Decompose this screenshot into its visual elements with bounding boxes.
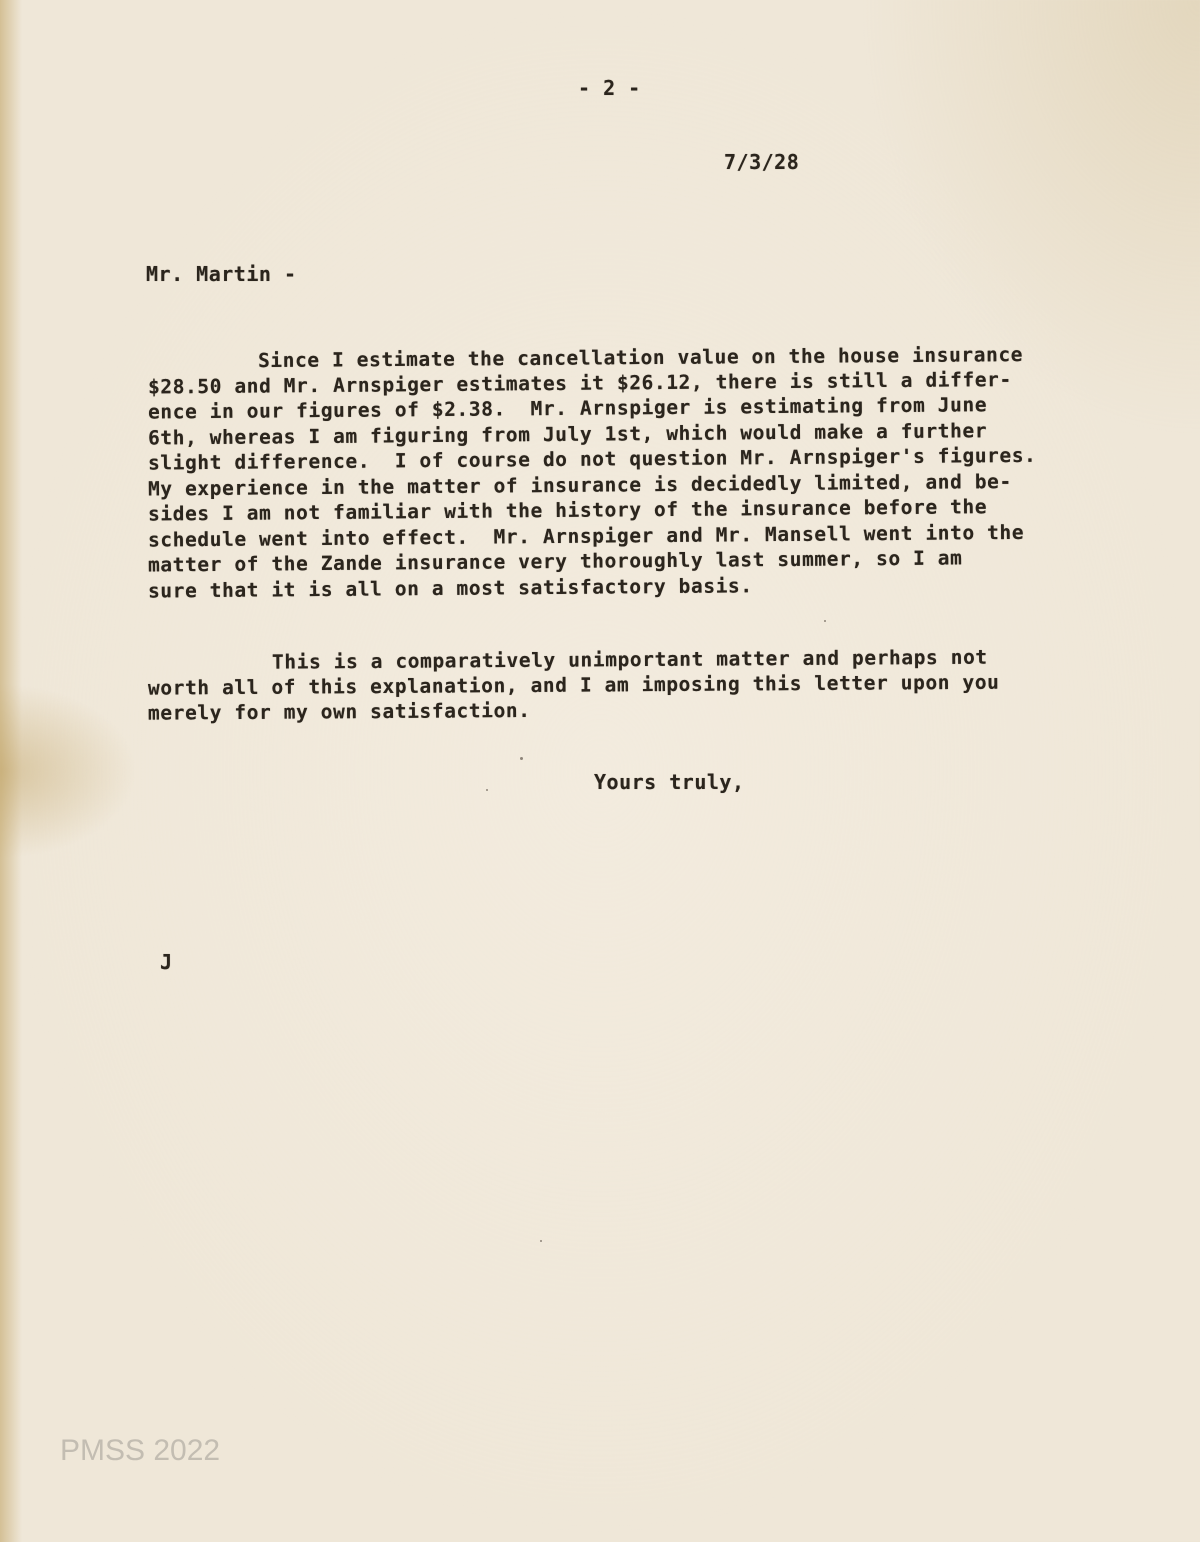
paragraph-line: matter of the Zande insurance very thoroughly last summer, so I am: [147, 546, 963, 577]
paragraph-line: sides I am not familiar with the history of the insurance before the: [147, 495, 988, 526]
closing: Yours truly,: [594, 770, 745, 794]
paper-speck: [520, 757, 523, 760]
body-paragraph-2: [148, 646, 1188, 723]
paragraph-line: $28.50 and Mr. Arnspiger estimates it $26.12, there is still a differ-: [147, 367, 1012, 399]
signature-initials: J: [160, 950, 173, 974]
paragraph-line: My experience in the matter of insurance is decidedly limited, and be-: [147, 469, 1012, 501]
paragraph-line: merely for my own satisfaction.: [147, 698, 531, 725]
paper-edge-stain: [0, 0, 22, 1542]
archive-watermark: PMSS 2022: [60, 1434, 221, 1467]
body-paragraph-1: [147, 343, 1188, 603]
paragraph-line: 6th, whereas I am figuring from July 1st, which would make a further: [147, 418, 988, 450]
page-number: - 2 -: [578, 76, 641, 100]
paragraph-line: Since I estimate the cancellation value on the house insurance: [257, 343, 1024, 373]
paragraph-line: worth all of this explanation, and I am imposing this letter upon you: [147, 670, 1000, 700]
paragraph-line: schedule went into effect. Mr. Arnspiger and Mr. Mansell went into the: [147, 520, 1025, 552]
paper-speck: [486, 789, 488, 791]
salutation: Mr. Martin -: [146, 262, 297, 286]
paragraph-line: This is a comparatively unimportant matter and perhaps not: [271, 645, 988, 674]
letter-date: 7/3/28: [724, 150, 800, 174]
paper-speck: [540, 1240, 542, 1242]
paper-speck: [824, 620, 826, 622]
paragraph-line: ence in our figures of $2.38. Mr. Arnspiger is estimating from June: [147, 393, 988, 424]
paragraph-line: sure that it is all on a most satisfactory basis.: [147, 573, 753, 603]
paragraph-line: slight difference. I of course do not question Mr. Arnspiger's figures.: [147, 443, 1037, 475]
